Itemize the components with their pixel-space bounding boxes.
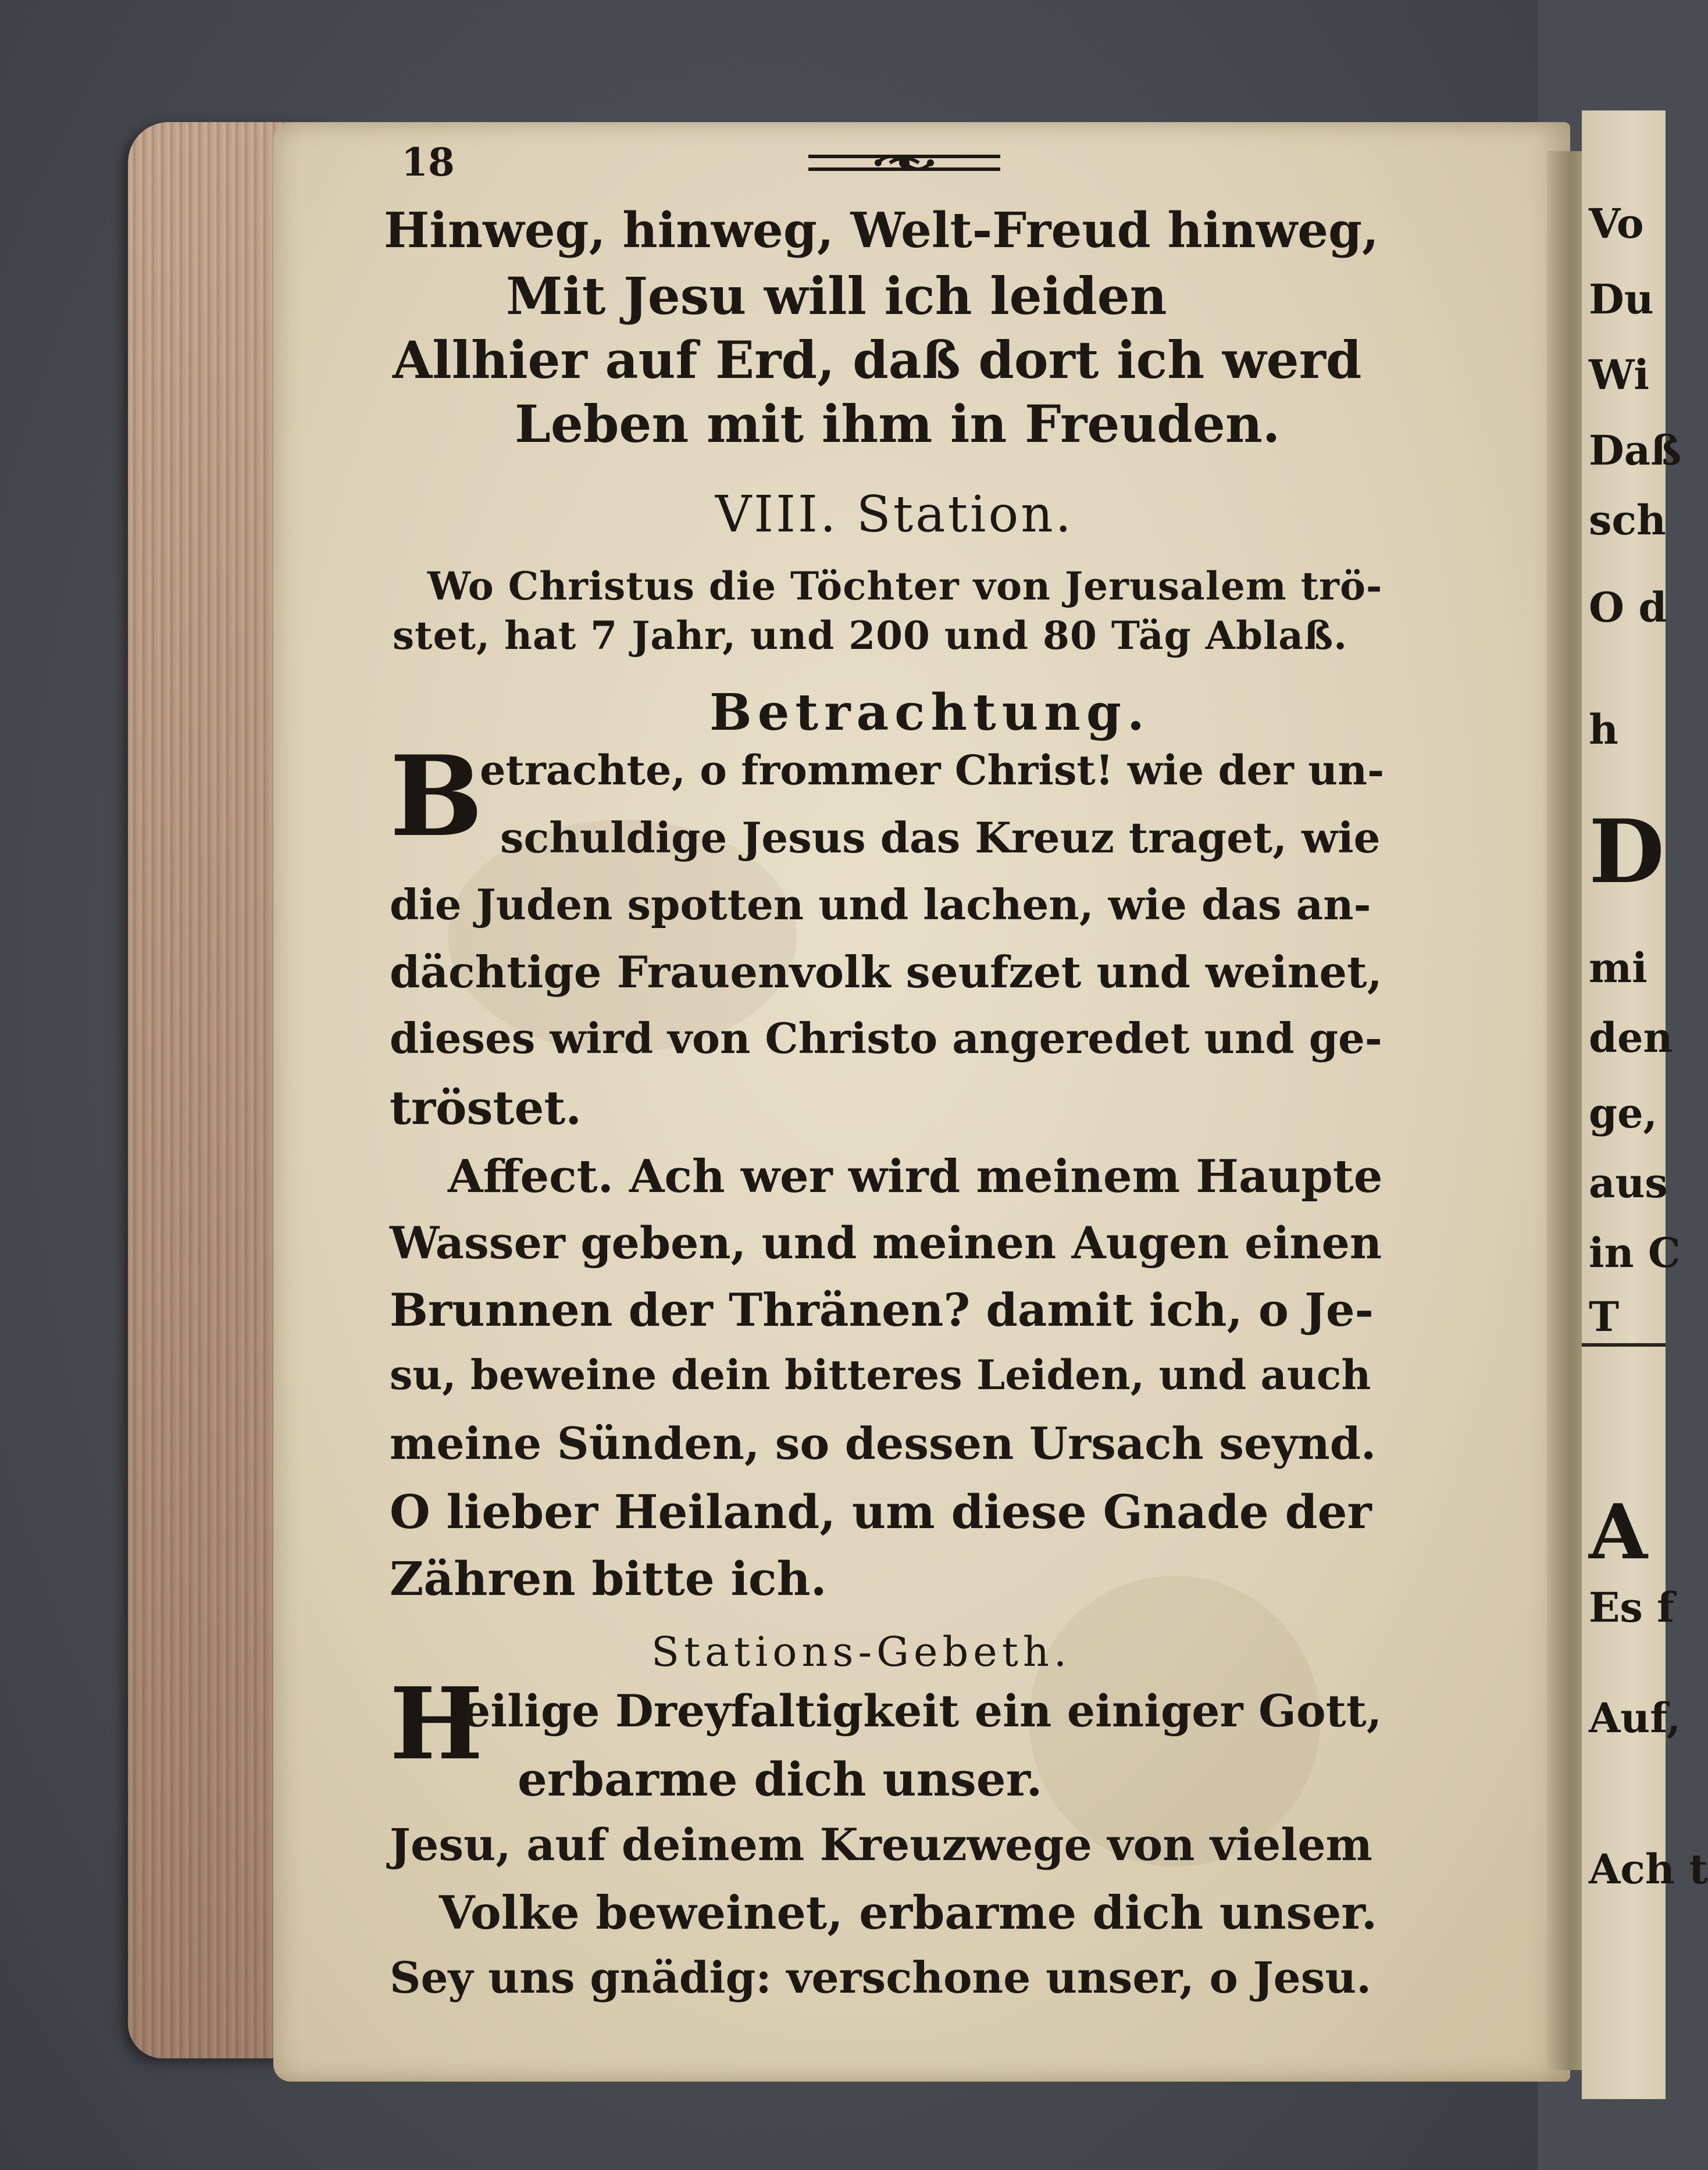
facing-fragment: in C bbox=[1589, 1229, 1681, 1277]
prayer-dropcap: H bbox=[390, 1666, 483, 1782]
facing-fragment: aus bbox=[1589, 1159, 1668, 1207]
facing-fragment: sch bbox=[1589, 496, 1666, 544]
meditation-dropcap: B bbox=[390, 731, 483, 861]
facing-fragment: den bbox=[1589, 1013, 1673, 1062]
affect-line: meine Sünden, so dessen Ursach seynd. bbox=[390, 1418, 1377, 1469]
facing-fragment: ge, bbox=[1589, 1089, 1657, 1137]
facing-rule bbox=[1582, 1343, 1666, 1347]
facing-fragment: Ach t bbox=[1589, 1845, 1708, 1893]
prayer-line: eilige Dreyfaltigkeit ein einiger Gott, bbox=[462, 1685, 1382, 1737]
hymn-line: Leben mit ihm in Freuden. bbox=[515, 394, 1281, 454]
affect-line: Affect. Ach wer wird meinem Haupte bbox=[448, 1150, 1383, 1203]
hymn-line: Allhier auf Erd, daß dort ich werd bbox=[393, 330, 1362, 390]
facing-fragment: Vo bbox=[1589, 199, 1644, 248]
affect-line: O lieber Heiland, um diese Gnade der bbox=[390, 1484, 1372, 1539]
facing-fragment: A bbox=[1589, 1487, 1648, 1576]
facing-fragment: Du bbox=[1589, 275, 1654, 323]
meditation-line: dächtige Frauenvolk seufzet und weinet, bbox=[390, 947, 1382, 998]
station-rubric-line: stet, hat 7 Jahr, und 200 und 80 Täg Ablaß. bbox=[393, 613, 1348, 658]
facing-fragment: Daß bbox=[1589, 426, 1682, 474]
meditation-line: tröstet. bbox=[390, 1080, 582, 1135]
facing-fragment: Wi bbox=[1589, 351, 1649, 399]
hymn-line: Mit Jesu will ich leiden bbox=[506, 266, 1167, 326]
facing-fragment: Auf, bbox=[1589, 1694, 1681, 1742]
facing-fragment: T bbox=[1589, 1293, 1620, 1341]
facing-fragment: Es f bbox=[1589, 1583, 1675, 1632]
running-head bbox=[384, 140, 1384, 186]
prayer-line: Volke beweinet, erbarme dich unser. bbox=[439, 1886, 1378, 1940]
printer-ornament-icon bbox=[808, 150, 1000, 176]
prayer-line: Sey uns gnädig: verschone unser, o Jesu. bbox=[390, 1953, 1371, 2003]
prayer-heading: Stations-Gebeth. bbox=[651, 1628, 1072, 1676]
station-rubric-line: Wo Christus die Töchter von Jerusalem trö- bbox=[427, 563, 1383, 609]
affect-line: Wasser geben, und meinen Augen einen bbox=[390, 1217, 1382, 1269]
meditation-line: etrachte, o frommer Christ! wie der un- bbox=[480, 746, 1385, 794]
meditation-line: schuldige Jesus das Kreuz traget, wie bbox=[500, 813, 1381, 862]
facing-fragment: D bbox=[1589, 801, 1665, 903]
facing-fragment: h bbox=[1589, 705, 1618, 754]
prayer-line: Jesu, auf deinem Kreuzwege von vielem bbox=[390, 1819, 1372, 1871]
facing-fragment: O d bbox=[1589, 583, 1667, 631]
affect-line: su, beweine dein bitteres Leiden, und auch bbox=[390, 1351, 1371, 1399]
page-number: 18 bbox=[401, 140, 455, 185]
meditation-line: die Juden spotten und lachen, wie das an- bbox=[390, 880, 1371, 929]
affect-line: Brunnen der Thränen? damit ich, o Je- bbox=[390, 1284, 1374, 1337]
facing-page bbox=[1582, 110, 1708, 2099]
station-title: VIII. Station. bbox=[715, 486, 1074, 544]
meditation-heading: Betrachtung. bbox=[709, 683, 1150, 742]
affect-line: Zähren bitte ich. bbox=[390, 1551, 827, 1606]
prayer-line: erbarme dich unser. bbox=[518, 1752, 1043, 1807]
facing-fragment: mi bbox=[1589, 944, 1648, 992]
meditation-line: dieses wird von Christo angeredet und ge- bbox=[390, 1013, 1382, 1063]
hymn-line: Hinweg, hinweg, Welt-Freud hinweg, bbox=[384, 202, 1379, 259]
